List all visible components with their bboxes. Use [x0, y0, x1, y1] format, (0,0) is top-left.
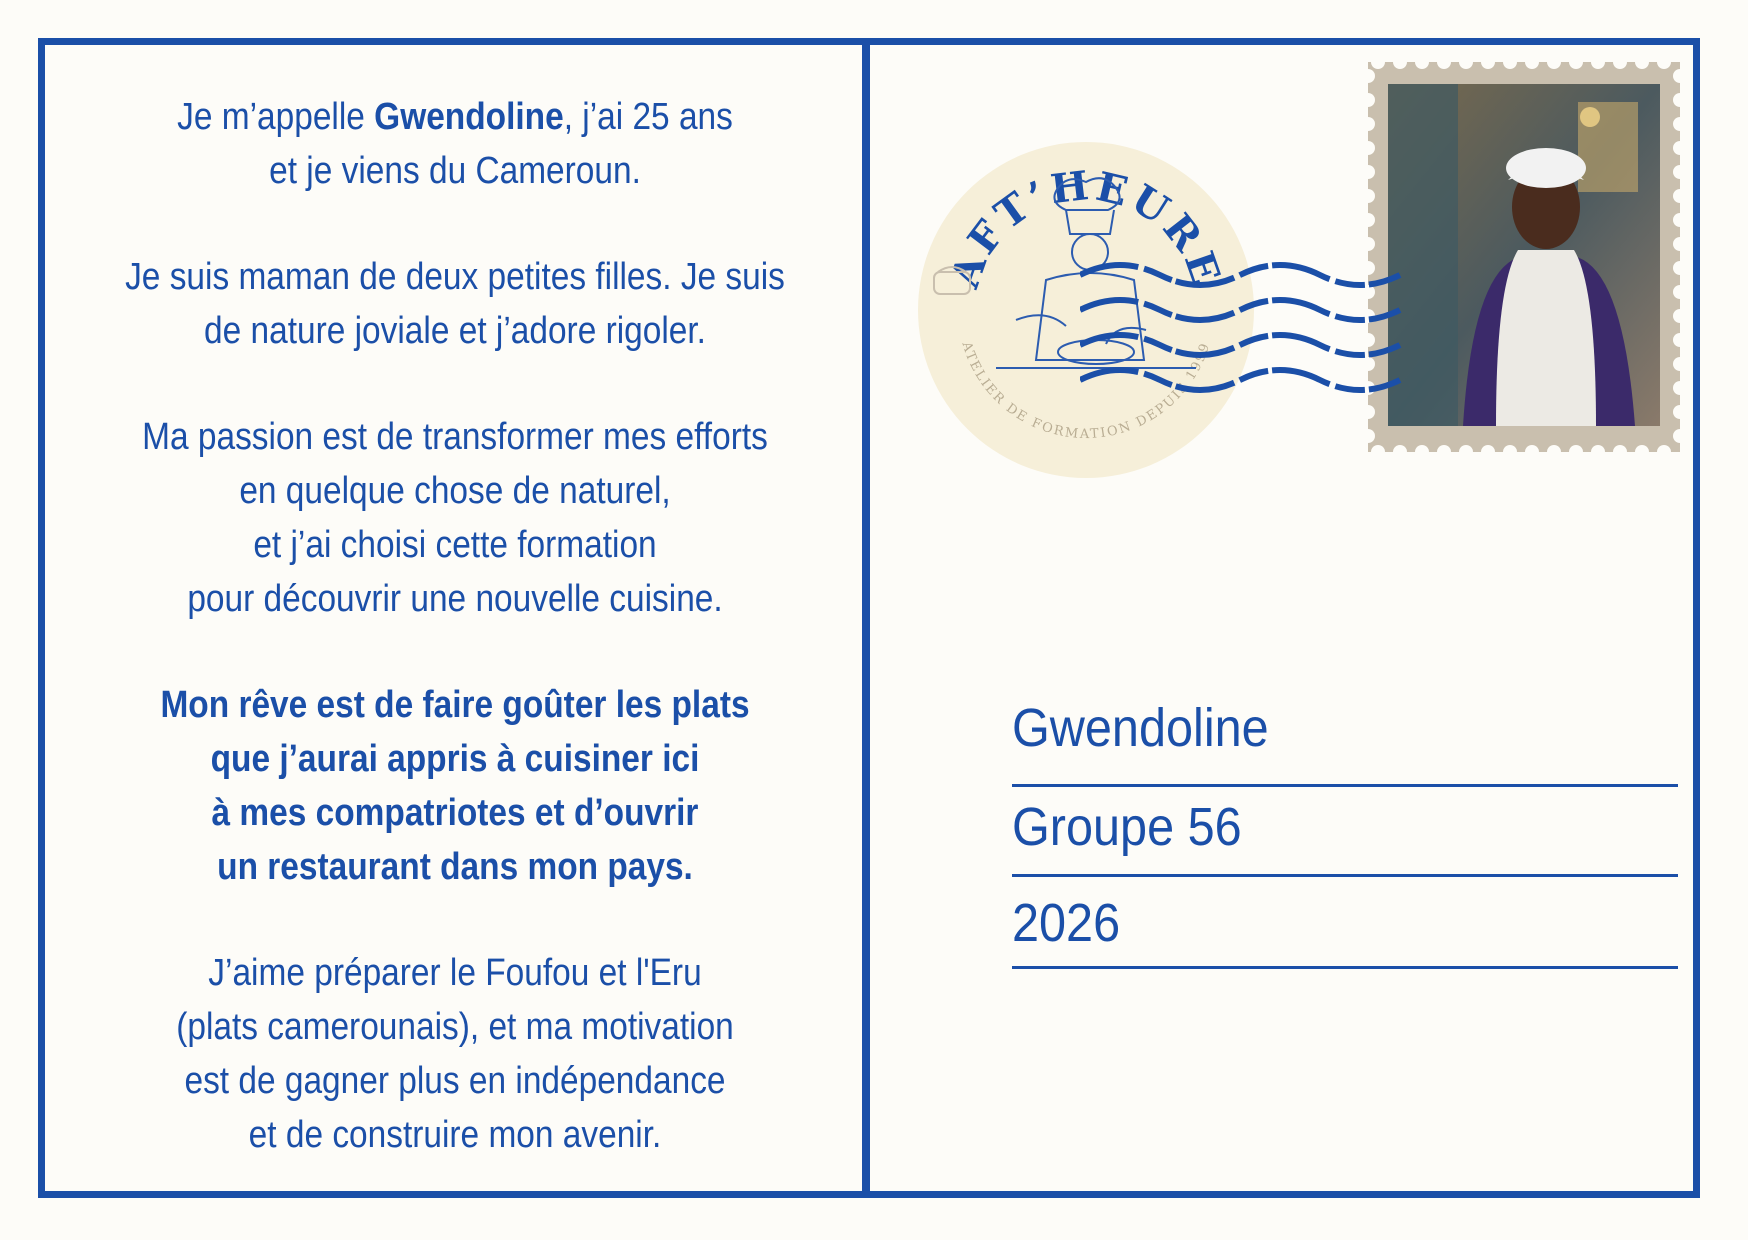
- intro-name: Gwendoline: [374, 96, 564, 138]
- postmark-waves-icon: [1080, 255, 1410, 420]
- intro-text: Je m’appelle: [177, 96, 375, 138]
- stamp-photo: [1388, 84, 1660, 426]
- p4-line-3: à mes compatriotes et d’ouvrir: [211, 792, 699, 834]
- p5-line-3: est de gagner plus en indépendance: [184, 1060, 726, 1102]
- address-line-1: [1012, 784, 1678, 787]
- p3-line-1: Ma passion est de transformer mes efforts: [142, 416, 768, 458]
- recipient-group: Groupe 56: [1012, 797, 1242, 857]
- address-line-3: [1012, 966, 1678, 969]
- message-paragraph-5: [107, 946, 802, 1162]
- logo-title: AFT’HEURE: [941, 161, 1231, 294]
- p3-line-2: en quelque chose de naturel,: [239, 470, 671, 512]
- message-paragraph-2: [107, 250, 802, 358]
- p4-line-2: que j’aurai appris à cuisiner ici: [210, 738, 700, 780]
- recipient-name: Gwendoline: [1012, 698, 1269, 758]
- p3-line-3: et j’ai choisi cette formation: [253, 524, 657, 566]
- intro-origin: et je viens du Cameroun.: [269, 150, 641, 192]
- p4-line-1: Mon rêve est de faire goûter les plats: [160, 684, 750, 726]
- message-text: [107, 90, 802, 1214]
- postcard-divider: [862, 38, 870, 1198]
- message-paragraph-dream: [107, 678, 802, 894]
- postage-stamp: [1368, 62, 1680, 452]
- message-paragraph-1: [107, 90, 802, 198]
- p2-line-2: de nature joviale et j’adore rigoler.: [204, 310, 706, 352]
- intro-age: , j’ai 25 ans: [563, 96, 733, 138]
- recipient-year: 2026: [1012, 893, 1121, 953]
- address-line-2: [1012, 874, 1678, 877]
- logo-subtitle: ATELIER DE FORMATION DEPUIS 1999: [958, 340, 1214, 443]
- p2-line-1: Je suis maman de deux petites filles. Je suis: [125, 256, 785, 298]
- p5-line-2: (plats camerounais), et ma motivation: [176, 1006, 734, 1048]
- p5-line-1: J’aime préparer le Foufou et l'Eru: [208, 952, 702, 994]
- p5-line-4: et de construire mon avenir.: [248, 1114, 662, 1156]
- p3-line-4: pour découvrir une nouvelle cuisine.: [187, 578, 723, 620]
- message-paragraph-3: [107, 410, 802, 626]
- p4-line-4: un restaurant dans mon pays.: [217, 846, 693, 888]
